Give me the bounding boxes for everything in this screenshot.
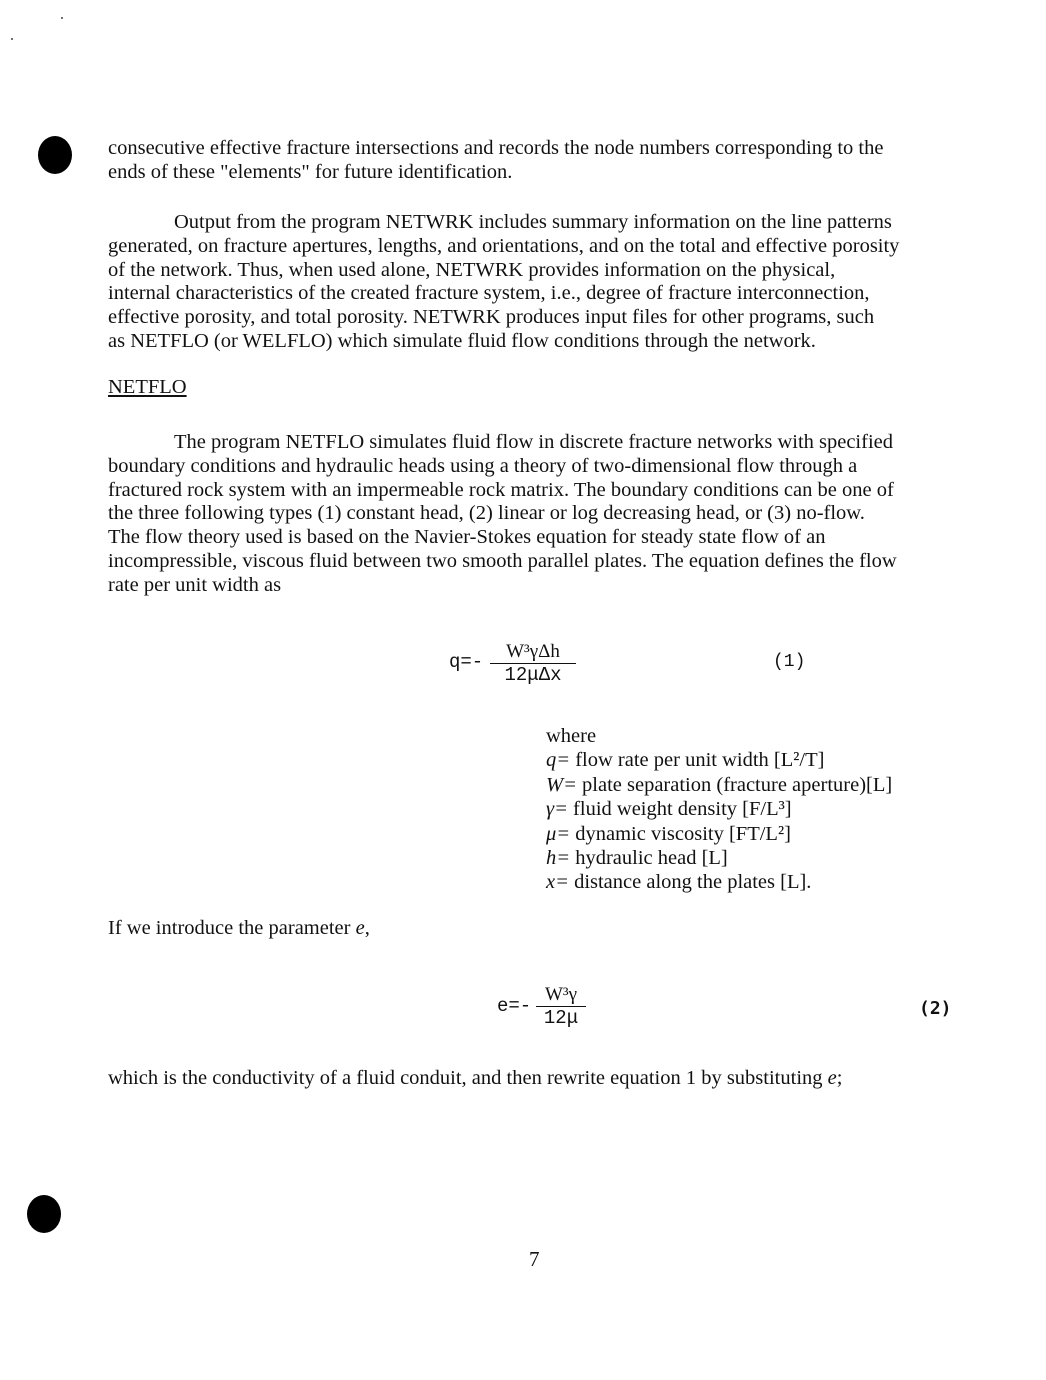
scan-speck xyxy=(61,17,63,19)
definition-text: fluid weight density [F/L³] xyxy=(567,798,792,821)
text-line: internal characteristics of the created fracture system, i.e., degree of fracture interconnection, xyxy=(108,282,870,305)
text-line: generated, on fracture apertures, lengths, and orientations, and on the total and effective porosity xyxy=(108,234,900,257)
definition-symbol: γ= xyxy=(546,798,568,821)
equation-fraction xyxy=(536,984,586,1029)
page-number: 7 xyxy=(529,1247,540,1271)
text-line: The program NETFLO simulates fluid flow in discrete fracture networks with specified xyxy=(174,431,894,453)
text-run: If we introduce the parameter xyxy=(108,917,356,939)
where-label: where xyxy=(546,725,597,747)
definition-row xyxy=(546,822,892,846)
equation-fraction xyxy=(490,641,576,686)
text-line: of the network. Thus, when used alone, NETWRK provides information on the physical, xyxy=(108,258,836,281)
equation-2-label: (2) xyxy=(919,998,952,1019)
text-line: effective porosity, and total porosity. NETWRK produces input files for other programs, such xyxy=(108,306,875,329)
definition-text: dynamic viscosity [FT/L²] xyxy=(570,822,791,845)
definition-text: plate separation (fracture aperture)[L] xyxy=(576,773,893,796)
definition-symbol: x= xyxy=(546,871,569,894)
definition-row xyxy=(546,773,892,797)
equation-denominator: 12μ xyxy=(543,1007,579,1030)
paragraph-netflo-description xyxy=(108,431,970,598)
text-run: ; xyxy=(836,1067,843,1089)
paragraph-netwrk-output xyxy=(108,211,970,354)
text-line: as NETFLO (or WELFLO) which simulate fluid flow conditions through the network. xyxy=(108,329,816,352)
text-run: which is the conductivity of a fluid conduit, and then rewrite equation 1 by substituting xyxy=(108,1067,828,1089)
definition-symbol: μ= xyxy=(546,822,571,845)
equation-denominator: 12μΔx xyxy=(504,664,562,687)
equation-numerator: W³γΔh xyxy=(506,641,560,662)
text-run: , xyxy=(364,917,370,939)
intro-parameter-line xyxy=(108,917,370,940)
closing-line xyxy=(108,1067,842,1090)
equation-lhs: q=- xyxy=(449,651,484,673)
section-heading: NETFLO xyxy=(108,376,187,398)
paragraph-element-records xyxy=(108,137,970,185)
text-line: ends of these "elements" for future identification. xyxy=(108,160,513,183)
definition-text: flow rate per unit width [L²/T] xyxy=(570,749,825,772)
definition-text: distance along the plates [L]. xyxy=(568,871,812,894)
text-line: incompressible, viscous fluid between two smooth parallel plates. The equation defines the flow xyxy=(108,549,897,572)
parameter-symbol: e xyxy=(827,1067,837,1089)
definition-row xyxy=(546,748,892,772)
text-line: Output from the program NETWRK includes summary information on the line patterns xyxy=(174,211,892,233)
text-line: The flow theory used is based on the Navier-Stokes equation for steady state flow of an xyxy=(108,526,826,549)
parameter-symbol: e xyxy=(355,917,365,939)
variable-definitions xyxy=(546,724,892,895)
text-line: boundary conditions and hydraulic heads using a theory of two-dimensional flow through a xyxy=(108,454,858,477)
equation-numerator: W³γ xyxy=(544,984,578,1005)
equation-lhs: e=- xyxy=(497,995,532,1017)
text-line: rate per unit width as xyxy=(108,573,282,596)
definition-row xyxy=(546,797,892,821)
definition-symbol: h= xyxy=(546,847,571,870)
definition-symbol: W= xyxy=(546,773,577,796)
binder-hole-bottom xyxy=(27,1195,61,1233)
text-line: the three following types (1) constant head, (2) linear or log decreasing head, or (3) no-flow. xyxy=(108,502,865,525)
text-line: consecutive effective fracture intersections and records the node numbers corresponding to the xyxy=(108,137,884,159)
equation-1-label: (1) xyxy=(773,652,806,672)
scan-speck xyxy=(11,38,13,40)
definition-symbol: q= xyxy=(546,749,571,772)
definition-row xyxy=(546,846,892,870)
definition-text: hydraulic head [L] xyxy=(570,847,728,870)
text-line: fractured rock system with an impermeable rock matrix. The boundary conditions can be one of xyxy=(108,478,894,501)
binder-hole-top xyxy=(38,136,72,174)
definition-row xyxy=(546,870,892,894)
